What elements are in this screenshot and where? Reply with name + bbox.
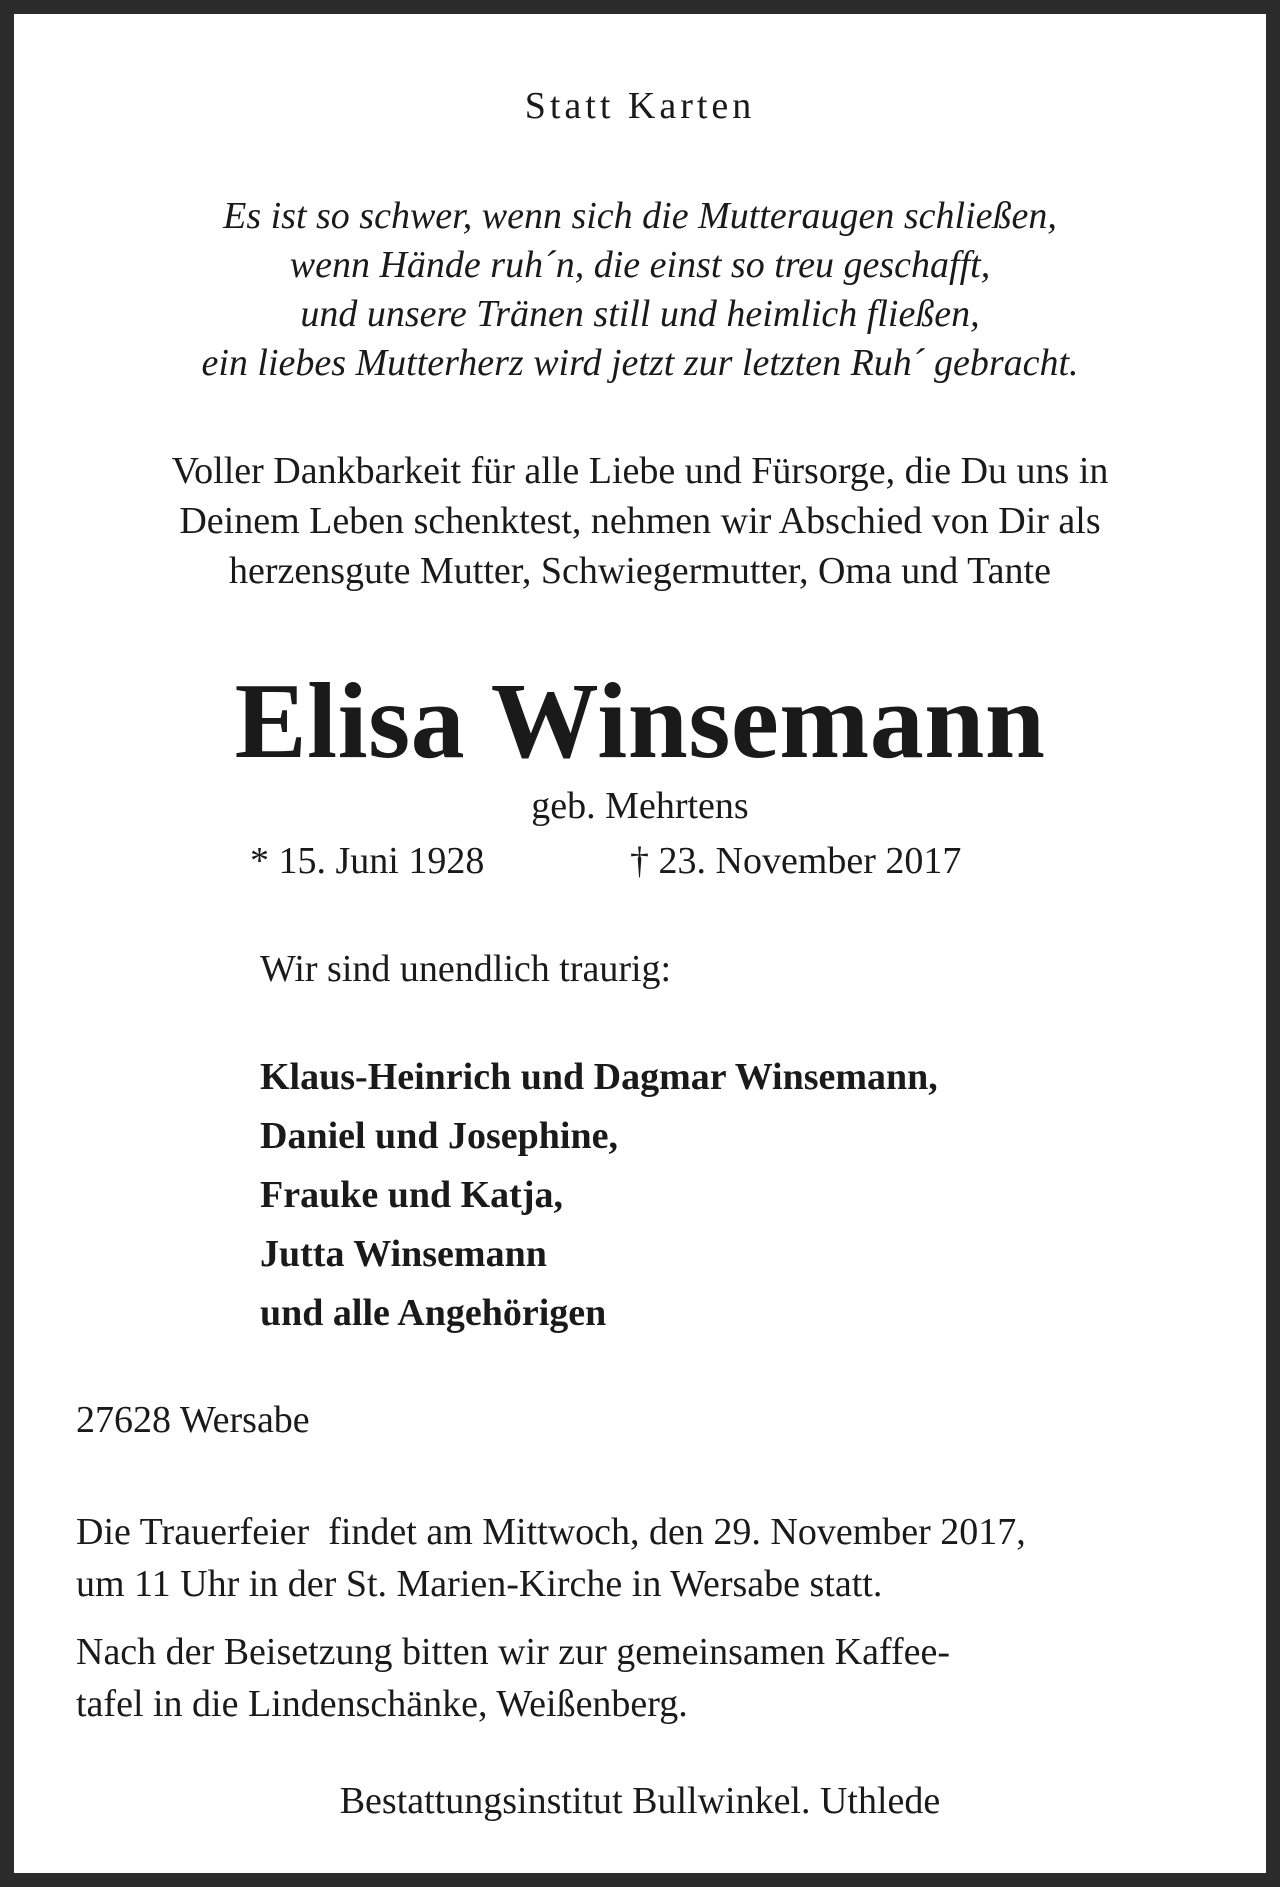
header-statt-karten: Statt Karten (524, 85, 756, 127)
obituary-card (14, 14, 1266, 1873)
coffee-info (76, 1626, 950, 1730)
birth-date: * 15. Juni 1928 (250, 840, 485, 882)
intro-line: Deinem Leben schenktest, nehmen wir Abschied von Dir als (179, 500, 1101, 542)
mourning-line: Wir sind unendlich traurig: (260, 948, 672, 990)
intro-line: Voller Dankbarkeit für alle Liebe und Fürsorge, die Du uns in (171, 450, 1109, 492)
poem-line: und unsere Tränen still und heimlich fließen, (300, 293, 980, 335)
mourners-list (260, 1048, 938, 1343)
poem-line: wenn Hände ruh´n, die einst so treu geschafft, (289, 244, 991, 286)
mourner-item: und alle Angehörigen (260, 1292, 607, 1334)
service-line: um 11 Uhr in der St. Marien-Kirche in Wersabe statt. (76, 1563, 883, 1605)
location: 27628 Wersabe (76, 1399, 310, 1441)
intro-text (14, 446, 1266, 596)
poem-line: Es ist so schwer, wenn sich die Mutteraugen schließen, (223, 195, 1057, 237)
mourner-item: Jutta Winsemann (260, 1233, 547, 1275)
coffee-line: tafel in die Lindenschänke, Weißenberg. (76, 1683, 688, 1725)
mourner-item: Klaus-Heinrich und Dagmar Winsemann, (260, 1056, 938, 1098)
poem-line: ein liebes Mutterherz wird jetzt zur letzten Ruh´ gebracht. (201, 342, 1079, 384)
coffee-line: Nach der Beisetzung bitten wir zur gemeinsamen Kaffee- (76, 1631, 950, 1673)
death-date: † 23. November 2017 (630, 840, 962, 882)
funeral-home: Bestattungsinstitut Bullwinkel. Uthlede (339, 1780, 941, 1822)
mourner-item: Frauke und Katja, (260, 1174, 563, 1216)
deceased-name: Elisa Winsemann (234, 662, 1046, 781)
intro-line: herzensgute Mutter, Schwiegermutter, Oma und Tante (229, 550, 1051, 592)
mourner-item: Daniel und Josephine, (260, 1115, 618, 1157)
poem (14, 192, 1266, 388)
birth-name: geb. Mehrtens (531, 785, 749, 827)
service-line: Die Trauerfeier findet am Mittwoch, den 29. November 2017, (76, 1511, 1026, 1553)
service-info (76, 1506, 1026, 1610)
